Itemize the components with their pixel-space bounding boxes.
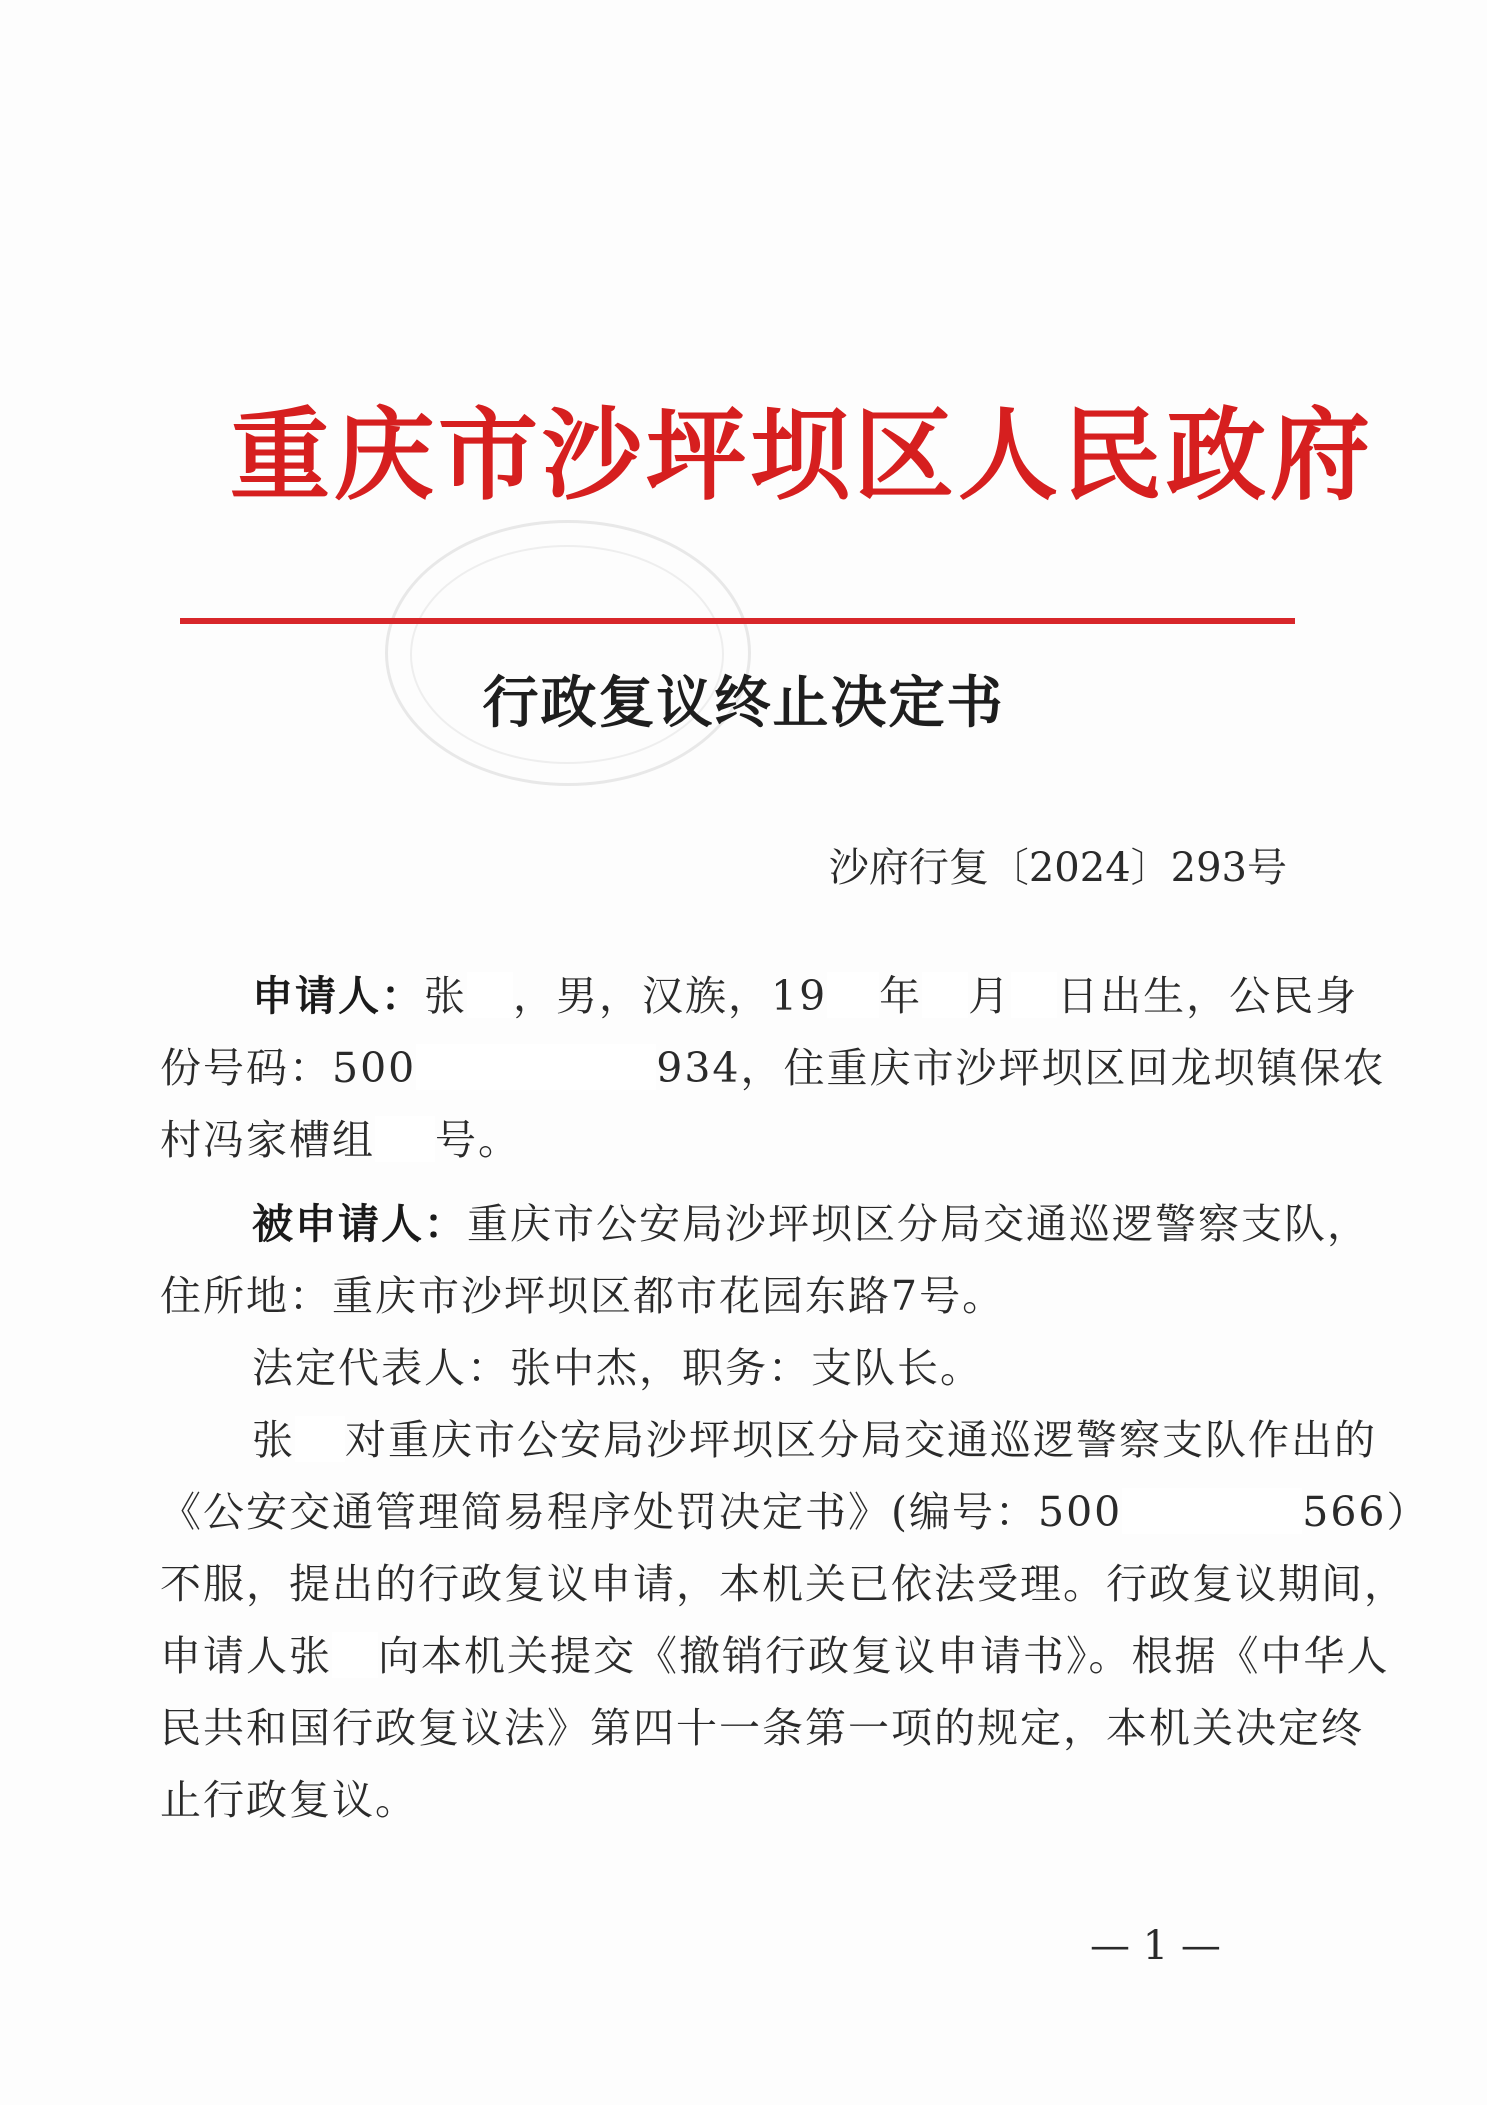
redaction [416,1044,656,1090]
doc-title: 行政复议终止决定书 [482,670,1005,736]
applicant-year-text: 年 [879,972,923,1020]
body-line-1 [160,1404,1377,1476]
org-title: 重庆市沙坪坝区人民政府 [230,396,1374,514]
body-line-4 [160,1620,1390,1692]
applicant-paragraph [160,960,1386,1176]
redaction [332,1632,378,1678]
body-line-2 [160,1476,1430,1548]
body-line-6: 止行政复议。 [160,1776,418,1824]
redaction [827,972,879,1018]
applicant-label: 申请人： [252,972,424,1020]
body-applicant-ref: 申请人张 [160,1632,332,1680]
redaction [1122,1488,1302,1534]
body-text: 对重庆市公安局沙坪坝区分局交通巡逻警察支队作出的 [345,1416,1377,1464]
redaction [375,1116,435,1162]
applicant-id-prefix: 份号码：500 [160,1044,417,1092]
body-withdrawal-text: 向本机关提交《撤销行政复议申请书》。根据《中华人 [378,1632,1390,1680]
applicant-surname: 张 [424,972,467,1020]
redaction [922,972,968,1018]
applicant-month-text: 月 [968,972,1012,1020]
applicant-line-2 [160,1032,1386,1104]
decision-paragraph [160,1404,1430,1836]
applicant-address-end: 号。 [435,1116,521,1164]
body-line-3: 不服，提出的行政复议申请，本机关已依法受理。行政复议期间， [160,1560,1407,1608]
respondent-paragraph [160,1188,1370,1332]
applicant-address-cont: 村冯家槽组 [160,1116,375,1164]
redaction [1011,972,1057,1018]
applicant-line-1 [160,960,1359,1032]
redaction [467,972,513,1018]
red-divider-line [180,618,1295,624]
body-penalty-doc: 《公安交通管理简易程序处罚决定书》(编号：500 [160,1488,1123,1536]
respondent-name: 重庆市公安局沙坪坝区分局交通巡逻警察支队， [467,1200,1370,1248]
applicant-birth-text: 日出生，公民身 [1057,972,1359,1020]
doc-number: 沙府行复〔2024〕293号 [828,845,1287,891]
body-applicant-surname: 张 [252,1416,295,1464]
body-penalty-number-end: 566） [1302,1488,1430,1536]
applicant-info-text: ，男，汉族，19 [513,972,828,1020]
body-line-5: 民共和国行政复议法》第四十一条第一项的规定，本机关决定终 [160,1704,1364,1752]
respondent-label: 被申请人： [252,1200,467,1248]
representative-line: 法定代表人：张中杰，职务：支队长。 [252,1344,983,1392]
respondent-line-2: 住所地：重庆市沙坪坝区都市花园东路7号。 [160,1272,1006,1320]
respondent-line-1 [160,1188,1370,1260]
redaction [295,1416,345,1462]
representative-paragraph [160,1332,1290,1404]
applicant-address-text: 934，住重庆市沙坪坝区回龙坝镇保农 [656,1044,1386,1092]
page-number: — 1 — [1090,1923,1221,1969]
applicant-line-3 [160,1104,1290,1176]
